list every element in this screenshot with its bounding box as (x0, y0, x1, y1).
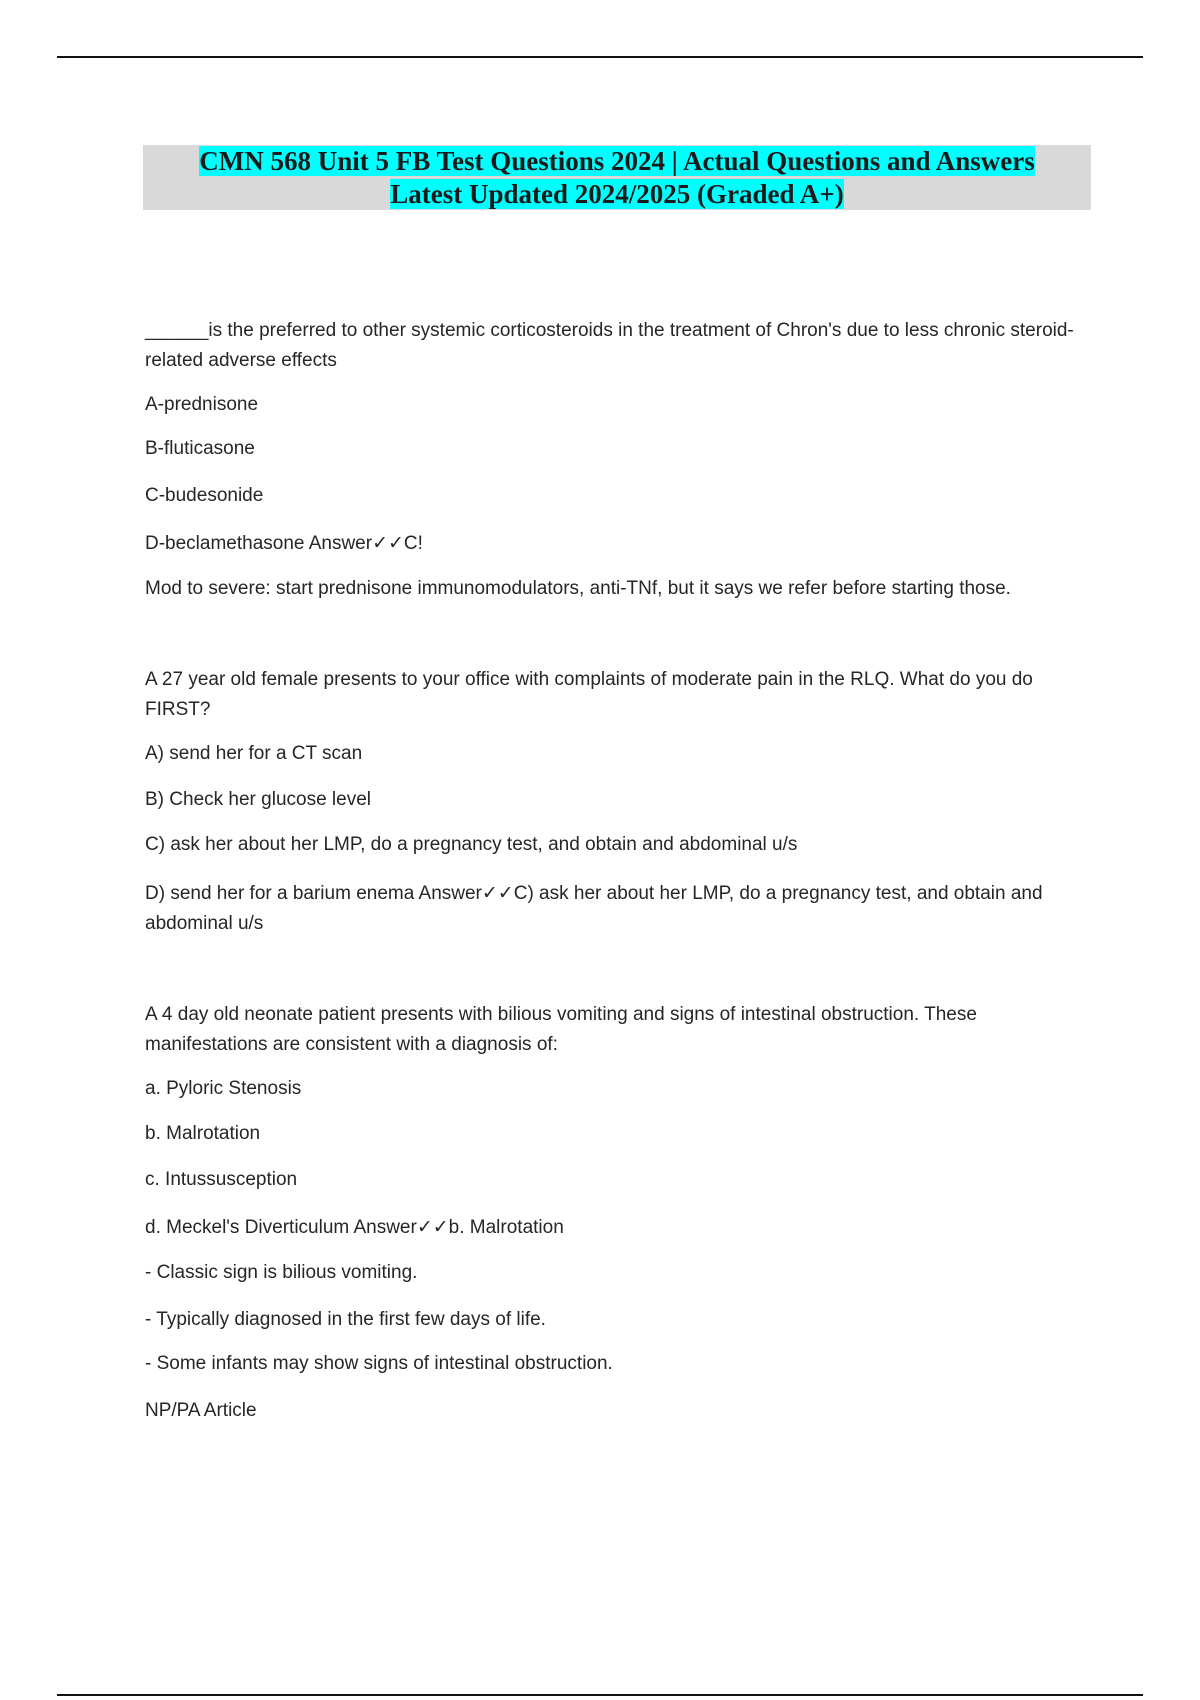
question-3-option-b: b. Malrotation (145, 1123, 261, 1144)
question-1-note: Mod to severe: start prednisone immunomodulators, anti-TNf, but it says we refer before starting those. (145, 578, 1011, 599)
question-3-option-a: a. Pyloric Stenosis (145, 1078, 302, 1099)
question-1-option-c: C-budesonide (145, 485, 264, 506)
question-2-option-b: B) Check her glucose level (145, 789, 371, 810)
document-title-box (143, 145, 1091, 210)
document-title-line-1: CMN 568 Unit 5 FB Test Questions 2024 | Actual Questions and Answers (199, 145, 1035, 176)
question-3-note-2: - Typically diagnosed in the first few days of life. (145, 1309, 546, 1330)
question-3-option-c: c. Intussusception (145, 1169, 298, 1190)
question-3-note-4: NP/PA Article (145, 1400, 257, 1421)
question-2-option-c: C) ask her about her LMP, do a pregnancy test, and obtain and abdominal u/s (145, 834, 798, 855)
question-1-option-a: A-prednisone (145, 394, 259, 415)
question-2-stem: A 27 year old female presents to your office with complaints of moderate pain in the RLQ. What do you do FIRST? (145, 669, 1033, 720)
question-2-option-d-answer: D) send her for a barium enema Answer✓✓C) ask her about her LMP, do a pregnancy test, and obtain and abdominal u/s (145, 883, 1043, 934)
question-1-option-d-answer: D-beclamethasone Answer✓✓C! (145, 533, 423, 554)
footer-rule (57, 1694, 1143, 1696)
question-1-stem: ______is the preferred to other systemic corticosteroids in the treatment of Chron's due to less chronic steroid-related adverse effects (145, 320, 1074, 371)
question-2-option-a: A) send her for a CT scan (145, 743, 363, 764)
question-3-option-d-answer: d. Meckel's Diverticulum Answer✓✓b. Malrotation (145, 1217, 564, 1238)
header-rule (57, 56, 1143, 58)
question-1-option-b: B-fluticasone (145, 438, 255, 459)
question-3-stem: A 4 day old neonate patient presents with bilious vomiting and signs of intestinal obstruction. These manifestations are consistent with a diagnosis of: (145, 1004, 977, 1055)
document-title-line-2: Latest Updated 2024/2025 (Graded A+) (390, 178, 844, 209)
question-3-note-1: - Classic sign is bilious vomiting. (145, 1262, 418, 1283)
question-3-note-3: - Some infants may show signs of intestinal obstruction. (145, 1353, 613, 1374)
